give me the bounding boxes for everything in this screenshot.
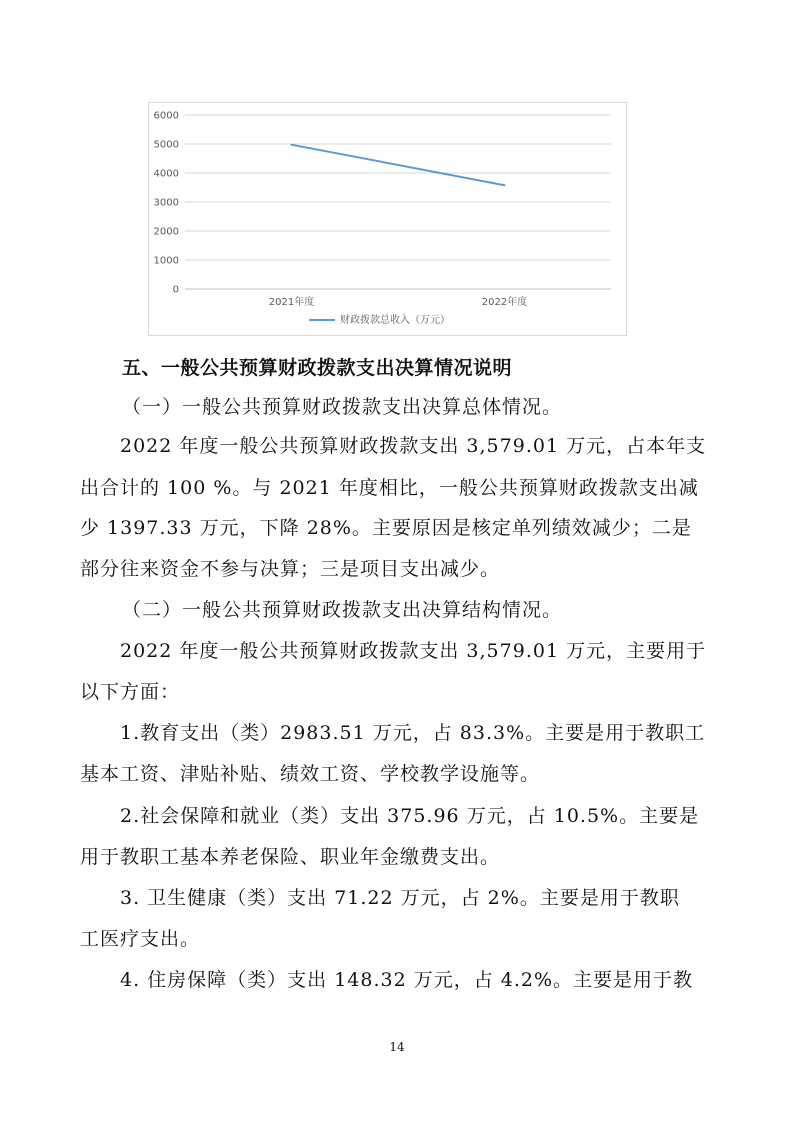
section-heading: 五、一般公共预算财政拨款支出决算情况说明 [122, 357, 513, 379]
y-tick-label: 6000 [153, 110, 179, 122]
y-tick-label: 5000 [153, 139, 179, 151]
subheading-1: （一）一般公共预算财政拨款支出决算总体情况。 [122, 396, 563, 418]
paragraph-1-line-2: 出合计的 100 %。与 2021 年度相比，一般公共预算财政拨款支出减 [80, 477, 699, 499]
page-number: 14 [389, 1040, 405, 1054]
x-tick-label: 2021年度 [268, 297, 315, 308]
item-3-line-2: 工医疗支出。 [80, 928, 201, 950]
y-tick-label: 4000 [153, 168, 179, 180]
legend-label: 财政拨款总收入（万元） [340, 315, 450, 326]
item-2-line-1: 2.社会保障和就业（类）支出 375.96 万元，占 10.5%。主要是 [120, 805, 700, 827]
item-3-line-1: 3. 卫生健康（类）支出 71.22 万元，占 2%。主要是用于教职 [120, 887, 680, 909]
item-1-line-2: 基本工资、津贴补贴、绩效工资、学校教学设施等。 [80, 763, 541, 785]
x-tick-label: 2022年度 [481, 297, 528, 308]
paragraph-2-line-1: 2022 年度一般公共预算财政拨款支出 3,579.01 万元，主要用于 [120, 640, 707, 662]
paragraph-1-line-1: 2022 年度一般公共预算财政拨款支出 3,579.01 万元，占本年支 [120, 435, 707, 457]
y-tick-label: 1000 [153, 255, 179, 267]
y-tick-label: 3000 [153, 197, 179, 209]
item-4-line-1: 4. 住房保障（类）支出 148.32 万元，占 4.2%。主要是用于教 [120, 969, 694, 991]
y-tick-label: 2000 [153, 226, 179, 238]
series-line [292, 145, 505, 186]
item-1-line-1: 1.教育支出（类）2983.51 万元，占 83.3%。主要是用于教职工 [120, 722, 706, 744]
chart-svg [149, 103, 628, 337]
line-chart [148, 102, 627, 336]
y-tick-label: 0 [172, 284, 179, 296]
paragraph-1-line-3: 少 1397.33 万元，下降 28%。主要原因是核定单列绩效减少；二是 [80, 517, 692, 539]
item-2-line-2: 用于教职工基本养老保险、职业年金缴费支出。 [80, 846, 501, 868]
paragraph-1-line-4: 部分往来资金不参与决算；三是项目支出减少。 [80, 558, 501, 580]
paragraph-2-line-2: 以下方面： [80, 681, 181, 703]
subheading-2: （二）一般公共预算财政拨款支出决算结构情况。 [122, 599, 563, 621]
